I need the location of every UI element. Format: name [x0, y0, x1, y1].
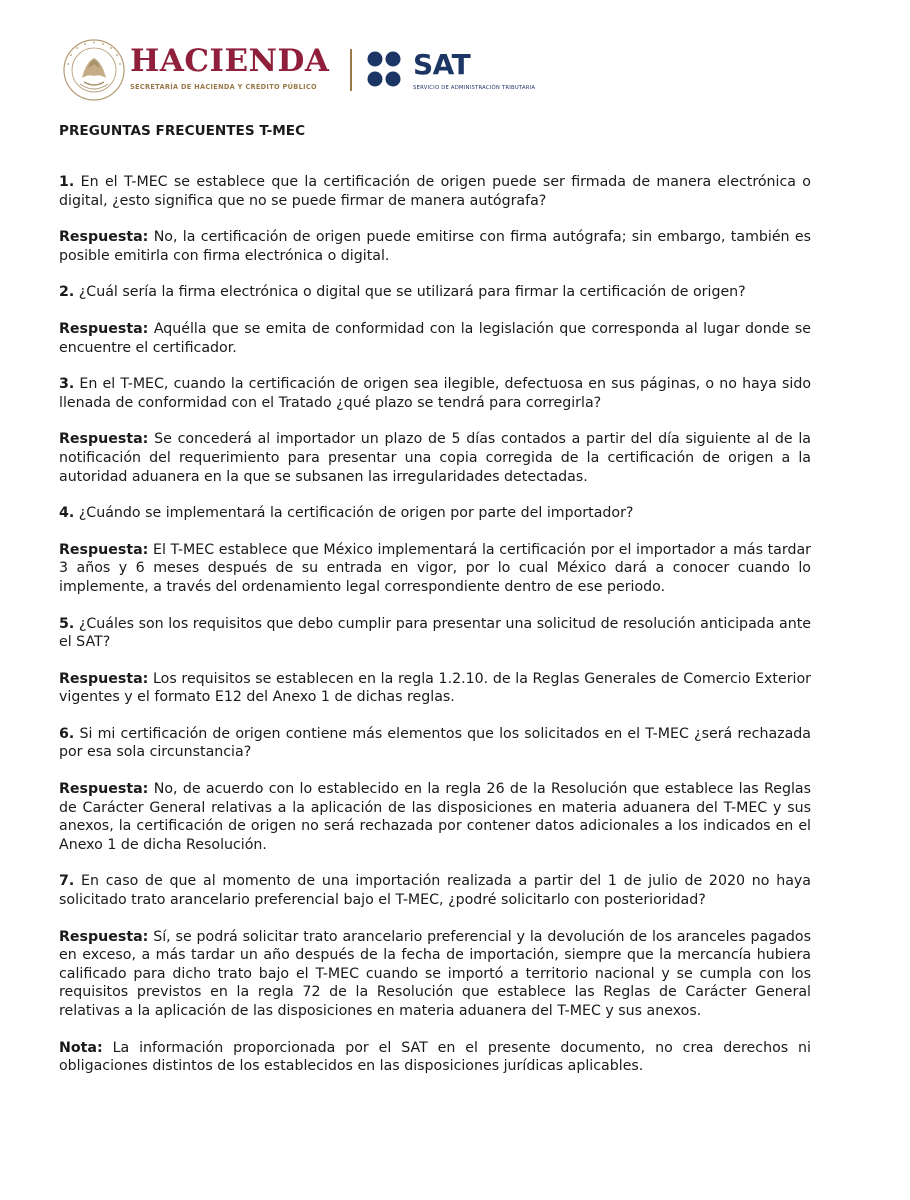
answer-3	[59, 430, 811, 486]
question-text: ¿Cuál sería la firma electrónica o digital que se utilizará para firmar la certificación de origen?	[78, 284, 746, 301]
question-4	[59, 504, 811, 523]
question-3	[59, 375, 811, 412]
answer-text: Los requisitos se establecen en la regla 1.2.10. de la Reglas Generales de Comercio Exterior vigentes y el formato E12 del Anexo 1 de dichas reglas.	[59, 670, 811, 706]
answer-text: Sí, se podrá solicitar trato arancelario preferencial y la devolución de los aranceles pagados en exceso, a más tardar un año después de la fecha de importación, siempre que la mercancía hubiera calificado para dicho trato bajo el T-MEC cuando se importó a territorio nacional y se cumpla con los requisitos previstos en la regla 72 de la Resolución que establece las Reglas de Carácter General relativas a la aplicación de las disposiciones en materia aduanera del T-MEC y sus anexos.	[59, 928, 811, 1019]
hacienda-title: HACIENDA	[130, 43, 330, 79]
answer-text: No, la certificación de origen puede emitirse con firma autógrafa; sin embargo, también es posible emitirla con firma electrónica o digital.	[59, 229, 811, 264]
question-number: 3.	[59, 376, 75, 393]
sat-dots-icon	[366, 50, 410, 90]
question-text: ¿Cuáles son los requisitos que debo cumplir para presentar una solicitud de resolución anticipada ante el SAT?	[59, 615, 812, 651]
letterhead	[62, 38, 582, 102]
sat-subtitle: SERVICIO DE ADMINISTRACIÓN TRIBUTARIA	[413, 85, 536, 91]
answer-label: Respuesta:	[59, 229, 149, 246]
answer-7	[59, 928, 811, 1021]
hacienda-logo	[130, 44, 380, 92]
question-number: 5.	[59, 615, 75, 632]
answer-6	[59, 780, 811, 854]
question-text: En el T-MEC se establece que la certificación de origen puede ser firmada de manera electrónica o digital, ¿esto significa que no se puede firmar de manera autógrafa?	[59, 174, 811, 209]
question-6	[59, 725, 811, 762]
answer-label: Respuesta:	[59, 781, 149, 798]
question-text: En el T-MEC, cuando la certificación de origen sea ilegible, defectuosa en sus páginas, o no haya sido llenada de conformidad con el Tratado ¿qué plazo se tendrá para corregirla?	[59, 376, 812, 411]
question-text: En caso de que al momento de una importación realizada a partir del 1 de julio de 2020 no haya solicitado trato arancelario preferencial bajo el T-MEC, ¿podré solicitarlo con posterioridad?	[59, 873, 811, 909]
answer-1	[59, 228, 811, 265]
question-5	[59, 615, 811, 652]
question-number: 6.	[59, 725, 75, 742]
note-text: La información proporcionada por el SAT en el presente documento, no crea derechos ni obligaciones distintos de los establecidos en las disposiciones jurídicas aplicables.	[59, 1039, 811, 1075]
question-number: 7.	[59, 873, 75, 890]
header-divider	[350, 49, 352, 91]
answer-2	[59, 320, 811, 357]
question-number: 2.	[59, 284, 75, 301]
answer-5	[59, 670, 811, 707]
question-1	[59, 173, 811, 210]
hacienda-subtitle: SECRETARÍA DE HACIENDA Y CRÉDITO PÚBLICO	[130, 83, 317, 91]
document-body	[59, 122, 811, 1094]
answer-text: No, de acuerdo con lo establecido en la regla 26 de la Resolución que establece las Reglas de Carácter General relativas a la aplicación de las disposiciones en materia aduanera del T-MEC y sus anexos, la certificación de origen no será rechazada por contener datos adicionales a los indicados en el Anexo 1 de dicha Resolución.	[59, 781, 811, 853]
question-number: 1.	[59, 174, 75, 190]
answer-label: Respuesta:	[59, 928, 149, 945]
sat-title: SAT	[413, 48, 471, 81]
document-title: PREGUNTAS FRECUENTES T-MEC	[59, 123, 306, 139]
disclaimer-note	[59, 1039, 811, 1076]
question-2	[59, 283, 811, 302]
answer-text: Aquélla que se emita de conformidad con la legislación que corresponda al lugar donde se encuentre el certificador.	[59, 320, 811, 356]
answer-4	[59, 541, 811, 597]
answer-label: Respuesta:	[59, 431, 149, 448]
national-seal-icon	[62, 38, 126, 102]
answer-label: Respuesta:	[59, 670, 149, 687]
question-text: ¿Cuándo se implementará la certificación de origen por parte del importador?	[78, 505, 634, 522]
note-label: Nota:	[59, 1039, 103, 1056]
question-text: Si mi certificación de origen contiene más elementos que los solicitados en el T-MEC ¿será rechazada por esa sola circunstancia?	[59, 725, 811, 761]
question-number: 4.	[59, 505, 75, 522]
answer-text: El T-MEC establece que México implementará la certificación por el importador a más tardar 3 años y 6 meses después de su entrada en vigor, por lo cual México dará a conocer cuando lo implemente, a través del ordenamiento legal correspondiente dentro de ese periodo.	[59, 541, 811, 595]
answer-label: Respuesta:	[59, 320, 149, 337]
answer-text: Se concederá al importador un plazo de 5 días contados a partir del día siguiente al de la notificación del requerimiento para presentar una copia corregida de la certificación de origen a la autoridad aduanera en la que se subsanen las irregularidades detectadas.	[59, 431, 811, 485]
answer-label: Respuesta:	[59, 541, 149, 558]
question-7	[59, 872, 811, 909]
